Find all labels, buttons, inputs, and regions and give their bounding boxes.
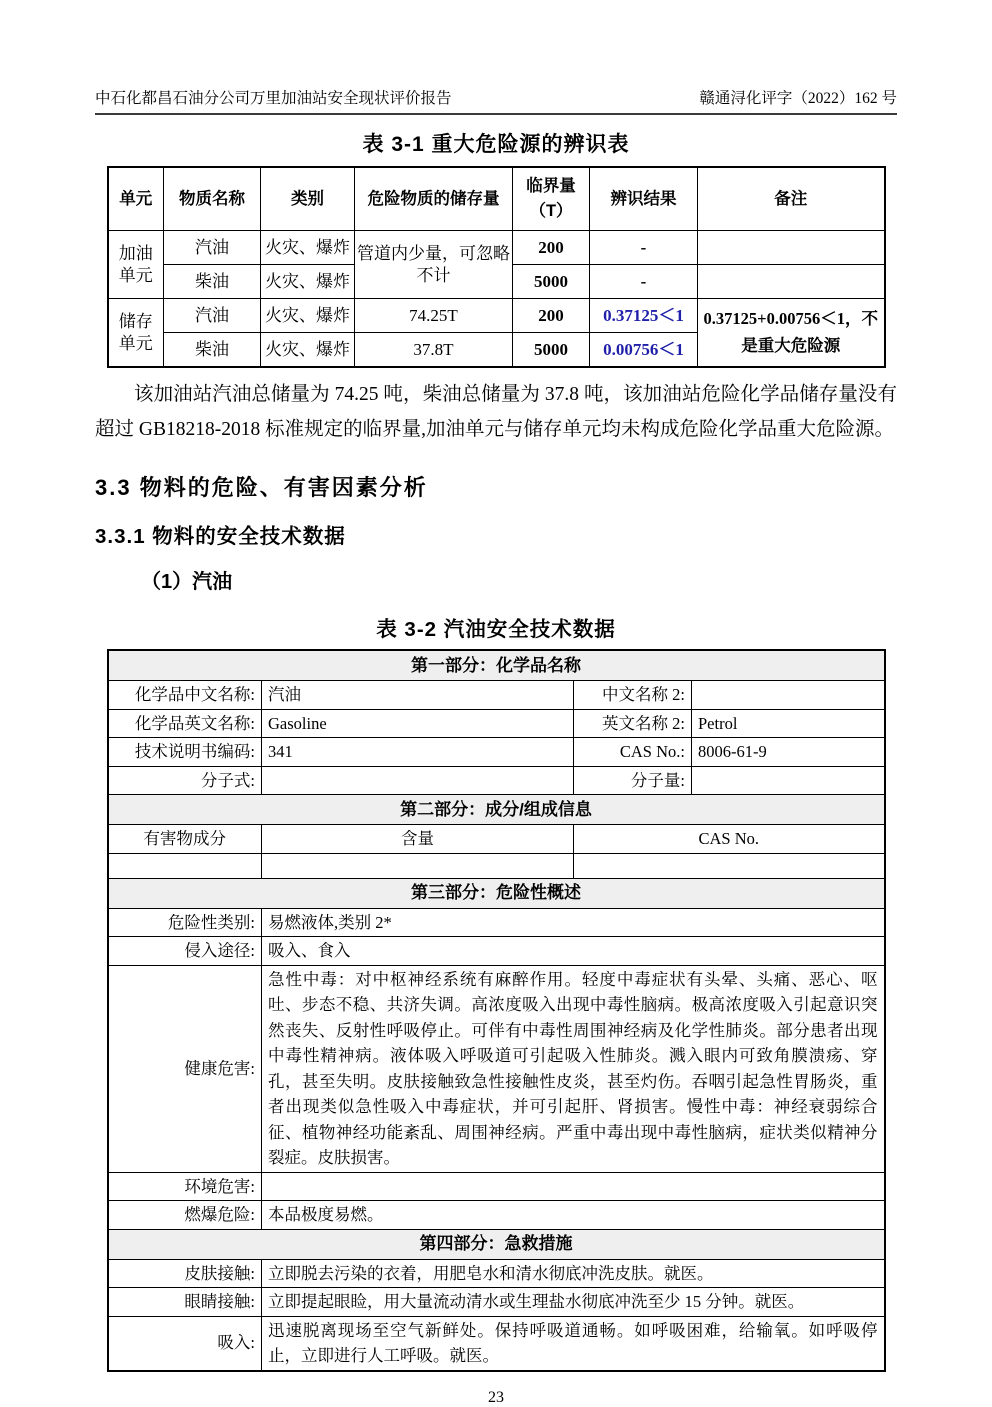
section-heading-3-3-1: 3.3.1 物料的安全技术数据 <box>95 525 346 548</box>
t2-label: 分子量: <box>574 766 692 795</box>
t2-label: 化学品英文名称: <box>108 709 262 738</box>
t2-part2-header: 含量 <box>262 825 574 854</box>
t2-value <box>262 766 574 795</box>
t1-cell-storage: 37.8T <box>355 333 513 368</box>
t1-header-class: 类别 <box>261 167 355 231</box>
t1-cell-storage: 74.25T <box>355 299 513 333</box>
running-header <box>95 86 897 115</box>
t2-label: 眼睛接触: <box>108 1288 262 1317</box>
table2-row <box>108 681 885 710</box>
table2-row <box>108 738 885 767</box>
t1-cell-note <box>698 265 885 299</box>
t2-section3-title: 第三部分：危险性概述 <box>108 878 885 908</box>
t1-header-critical: 临界量（T） <box>513 167 590 231</box>
t2-label: 危险性类别: <box>108 908 262 937</box>
t2-value: 341 <box>262 738 574 767</box>
t2-value: 易燃液体,类别 2* <box>262 908 885 937</box>
section-heading-3-3: 3.3 物料的危险、有害因素分析 <box>95 475 428 500</box>
t2-label: 中文名称 2: <box>574 681 692 710</box>
t1-cell-class: 火灾、爆炸 <box>261 265 355 299</box>
t1-cell-material: 柴油 <box>164 333 261 368</box>
table1-header-row <box>108 167 885 231</box>
table2-row <box>108 1259 885 1288</box>
t1-cell-critical: 5000 <box>513 333 590 368</box>
t1-cell-class: 火灾、爆炸 <box>261 333 355 368</box>
t2-value: 立即提起眼睑，用大量流动清水或生理盐水彻底冲洗至少 15 分钟。就医。 <box>262 1288 885 1317</box>
table2-section3-row <box>108 878 885 908</box>
page-number: 23 <box>488 1388 504 1406</box>
t2-value: 吸入、食入 <box>262 937 885 966</box>
table2-row <box>108 1172 885 1201</box>
table2-row-inhalation <box>108 1316 885 1371</box>
t1-header-note: 备注 <box>698 167 885 231</box>
table2-section2-row <box>108 795 885 825</box>
t1-cell-storage: 管道内少量，可忽略不计 <box>355 231 513 299</box>
list-item-gasoline: （1）汽油 <box>141 571 233 593</box>
t2-label: 吸入: <box>108 1316 262 1371</box>
t2-label: 侵入途径: <box>108 937 262 966</box>
t2-value: 迅速脱离现场至空气新鲜处。保持呼吸道通畅。如呼吸困难，给输氧。如呼吸停止，立即进行人工呼吸。就医。 <box>262 1316 885 1371</box>
t2-empty-cell <box>262 853 574 878</box>
table2-part2-header-row <box>108 825 885 854</box>
t2-value: 汽油 <box>262 681 574 710</box>
t2-value: 8006-61-9 <box>692 738 885 767</box>
t2-empty-cell <box>108 853 262 878</box>
t1-header-storage: 危险物质的储存量 <box>355 167 513 231</box>
t2-part2-header: CAS No. <box>574 825 885 854</box>
table2-row-health-hazard <box>108 965 885 1172</box>
t1-cell-class: 火灾、爆炸 <box>261 231 355 265</box>
t2-value <box>692 766 885 795</box>
table2-row <box>108 709 885 738</box>
t2-label: 英文名称 2: <box>574 709 692 738</box>
t2-value: Gasoline <box>262 709 574 738</box>
t2-value: 立即脱去污染的衣着，用肥皂水和清水彻底冲洗皮肤。就医。 <box>262 1259 885 1288</box>
t2-part2-header: 有害物成分 <box>108 825 262 854</box>
t1-cell-unit2: 储存单元 <box>108 299 164 368</box>
table2-row <box>108 908 885 937</box>
t2-value-health-hazard: 急性中毒：对中枢神经系统有麻醉作用。轻度中毒症状有头晕、头痛、恶心、呕吐、步态不稳、共济失调。高浓度吸入出现中毒性脑病。极高浓度吸入引起意识突然丧失、反射性呼吸停止。可伴有中毒性周围神经病及化学性肺炎。部分患者出现中毒性精神病。液体吸入呼吸道可引起吸入性肺炎。溅入眼内可致角膜溃疡、穿孔，甚至失明。皮肤接触致急性接触性皮炎，甚至灼伤。吞咽引起急性胃肠炎，重者出现类似急性吸入中毒症状，并可引起肝、肾损害。慢性中毒：神经衰弱综合征、植物神经功能紊乱、周围神经病。严重中毒出现中毒性脑病，症状类似精神分裂症。皮肤损害。 <box>262 965 885 1172</box>
t1-cell-note-merged: 0.37125+0.00756＜1，不是重大危险源 <box>698 299 885 368</box>
t2-label: 皮肤接触: <box>108 1259 262 1288</box>
t1-cell-note <box>698 231 885 265</box>
table2-row <box>108 1288 885 1317</box>
table2-section4-row <box>108 1229 885 1259</box>
t2-section1-title: 第一部分：化学品名称 <box>108 650 885 681</box>
table2-row <box>108 766 885 795</box>
t1-cell-result-highlight: 0.00756＜1 <box>590 333 698 368</box>
t1-cell-material: 汽油 <box>164 231 261 265</box>
t2-value <box>692 681 885 710</box>
table1-title: 表 3-1 重大危险源的辨识表 <box>362 133 630 156</box>
header-doc-number: 赣通浔化评字（2022）162 号 <box>699 90 897 107</box>
t2-label: 化学品中文名称: <box>108 681 262 710</box>
t1-header-result: 辨识结果 <box>590 167 698 231</box>
summary-paragraph: 该加油站汽油总储量为 74.25 吨，柴油总储量为 37.8 吨，该加油站危险化学品储存量没有超过 GB18218-2018 标准规定的临界量,加油单元与储存单元均未构成危险化学品重大危险源。 <box>95 384 897 440</box>
table1-row-3 <box>108 299 885 333</box>
table2-section1-row <box>108 650 885 681</box>
gasoline-safety-data-table <box>107 649 886 1372</box>
t2-section4-title: 第四部分：急救措施 <box>108 1229 885 1259</box>
t2-value: 本品极度易燃。 <box>262 1201 885 1230</box>
t2-label: CAS No.: <box>574 738 692 767</box>
table2-title: 表 3-2 汽油安全技术数据 <box>376 618 616 641</box>
t1-cell-critical: 200 <box>513 231 590 265</box>
t1-cell-class: 火灾、爆炸 <box>261 299 355 333</box>
t2-section2-title: 第二部分：成分/组成信息 <box>108 795 885 825</box>
t1-cell-unit1: 加油单元 <box>108 231 164 299</box>
t1-cell-critical: 5000 <box>513 265 590 299</box>
t1-cell-critical: 200 <box>513 299 590 333</box>
hazard-identification-table <box>107 166 886 368</box>
t1-cell-result: - <box>590 265 698 299</box>
t1-cell-result: - <box>590 231 698 265</box>
t2-empty-cell <box>574 853 885 878</box>
t2-label: 环境危害: <box>108 1172 262 1201</box>
t2-value: Petrol <box>692 709 885 738</box>
t1-cell-material: 汽油 <box>164 299 261 333</box>
table2-row <box>108 937 885 966</box>
t1-cell-material: 柴油 <box>164 265 261 299</box>
table2-row <box>108 1201 885 1230</box>
header-report-title: 中石化都昌石油分公司万里加油站安全现状评价报告 <box>95 90 452 107</box>
t1-cell-result-highlight: 0.37125＜1 <box>590 299 698 333</box>
t1-header-material: 物质名称 <box>164 167 261 231</box>
t2-value <box>262 1172 885 1201</box>
table1-row-1 <box>108 231 885 265</box>
table2-part2-empty-row <box>108 853 885 878</box>
t2-label: 技术说明书编码: <box>108 738 262 767</box>
t2-label: 分子式: <box>108 766 262 795</box>
t2-label: 燃爆危险: <box>108 1201 262 1230</box>
t2-label: 健康危害: <box>108 965 262 1172</box>
t1-header-unit: 单元 <box>108 167 164 231</box>
